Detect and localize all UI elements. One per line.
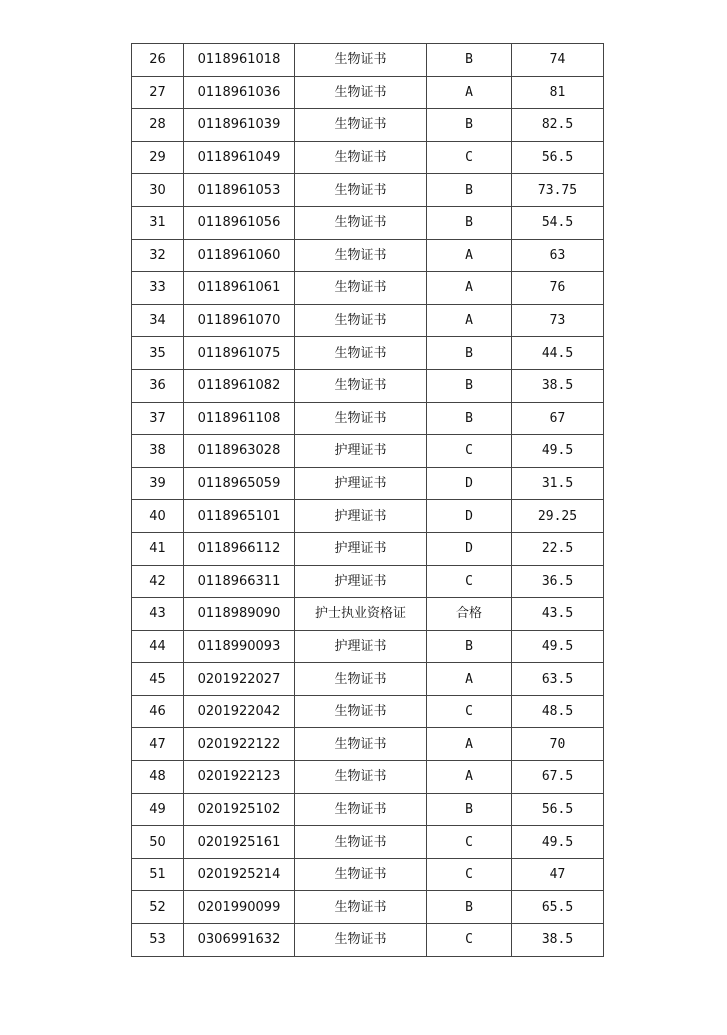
- certificate-cell: 生物证书: [295, 858, 427, 891]
- candidate-id-cell: 0118961049: [184, 141, 295, 174]
- row-number-cell: 53: [132, 924, 184, 957]
- table-row: [132, 532, 604, 565]
- grade-cell: A: [427, 663, 512, 696]
- grade-cell: B: [427, 44, 512, 77]
- certificate-cell: 生物证书: [295, 206, 427, 239]
- grade-cell: D: [427, 532, 512, 565]
- table-row: [132, 695, 604, 728]
- score-table: [131, 43, 604, 957]
- certificate-cell: 护理证书: [295, 565, 427, 598]
- score-cell: 74: [512, 44, 604, 77]
- score-cell: 47: [512, 858, 604, 891]
- grade-cell: D: [427, 467, 512, 500]
- certificate-cell: 护理证书: [295, 467, 427, 500]
- certificate-cell: 生物证书: [295, 728, 427, 761]
- table-row: [132, 304, 604, 337]
- candidate-id-cell: 0201922123: [184, 761, 295, 794]
- certificate-cell: 护理证书: [295, 435, 427, 468]
- certificate-cell: 护士执业资格证: [295, 598, 427, 631]
- certificate-cell: 生物证书: [295, 44, 427, 77]
- candidate-id-cell: 0306991632: [184, 924, 295, 957]
- grade-cell: B: [427, 369, 512, 402]
- candidate-id-cell: 0118965101: [184, 500, 295, 533]
- score-cell: 54.5: [512, 206, 604, 239]
- row-number-cell: 39: [132, 467, 184, 500]
- grade-cell: B: [427, 109, 512, 142]
- candidate-id-cell: 0118961061: [184, 272, 295, 305]
- grade-cell: C: [427, 695, 512, 728]
- grade-cell: D: [427, 500, 512, 533]
- table-row: [132, 761, 604, 794]
- candidate-id-cell: 0118961075: [184, 337, 295, 370]
- score-cell: 38.5: [512, 369, 604, 402]
- table-row: [132, 663, 604, 696]
- score-cell: 76: [512, 272, 604, 305]
- candidate-id-cell: 0118989090: [184, 598, 295, 631]
- row-number-cell: 32: [132, 239, 184, 272]
- grade-cell: C: [427, 141, 512, 174]
- row-number-cell: 51: [132, 858, 184, 891]
- grade-cell: B: [427, 174, 512, 207]
- table-body: [132, 44, 604, 957]
- table-row: [132, 44, 604, 77]
- grade-cell: 合格: [427, 598, 512, 631]
- score-cell: 36.5: [512, 565, 604, 598]
- table-row: [132, 435, 604, 468]
- certificate-cell: 生物证书: [295, 272, 427, 305]
- certificate-cell: 生物证书: [295, 141, 427, 174]
- candidate-id-cell: 0118961053: [184, 174, 295, 207]
- candidate-id-cell: 0118961018: [184, 44, 295, 77]
- grade-cell: C: [427, 924, 512, 957]
- table-row: [132, 402, 604, 435]
- table-row: [132, 141, 604, 174]
- certificate-cell: 生物证书: [295, 239, 427, 272]
- row-number-cell: 40: [132, 500, 184, 533]
- certificate-cell: 生物证书: [295, 663, 427, 696]
- table-row: [132, 369, 604, 402]
- grade-cell: A: [427, 272, 512, 305]
- candidate-id-cell: 0118961108: [184, 402, 295, 435]
- candidate-id-cell: 0118965059: [184, 467, 295, 500]
- certificate-cell: 生物证书: [295, 402, 427, 435]
- table-row: [132, 826, 604, 859]
- table-row: [132, 337, 604, 370]
- certificate-cell: 生物证书: [295, 76, 427, 109]
- grade-cell: A: [427, 304, 512, 337]
- certificate-cell: 生物证书: [295, 761, 427, 794]
- score-cell: 82.5: [512, 109, 604, 142]
- candidate-id-cell: 0118963028: [184, 435, 295, 468]
- candidate-id-cell: 0201922027: [184, 663, 295, 696]
- grade-cell: B: [427, 206, 512, 239]
- score-cell: 65.5: [512, 891, 604, 924]
- row-number-cell: 46: [132, 695, 184, 728]
- certificate-cell: 生物证书: [295, 369, 427, 402]
- row-number-cell: 29: [132, 141, 184, 174]
- row-number-cell: 43: [132, 598, 184, 631]
- candidate-id-cell: 0201925161: [184, 826, 295, 859]
- candidate-id-cell: 0118966311: [184, 565, 295, 598]
- grade-cell: B: [427, 337, 512, 370]
- certificate-cell: 生物证书: [295, 337, 427, 370]
- grade-cell: C: [427, 826, 512, 859]
- candidate-id-cell: 0118990093: [184, 630, 295, 663]
- row-number-cell: 48: [132, 761, 184, 794]
- candidate-id-cell: 0201922122: [184, 728, 295, 761]
- row-number-cell: 35: [132, 337, 184, 370]
- candidate-id-cell: 0201925214: [184, 858, 295, 891]
- row-number-cell: 27: [132, 76, 184, 109]
- grade-cell: A: [427, 76, 512, 109]
- grade-cell: B: [427, 891, 512, 924]
- table-row: [132, 793, 604, 826]
- row-number-cell: 45: [132, 663, 184, 696]
- score-cell: 63: [512, 239, 604, 272]
- score-cell: 56.5: [512, 141, 604, 174]
- table-row: [132, 467, 604, 500]
- candidate-id-cell: 0201990099: [184, 891, 295, 924]
- row-number-cell: 41: [132, 532, 184, 565]
- row-number-cell: 50: [132, 826, 184, 859]
- row-number-cell: 52: [132, 891, 184, 924]
- score-cell: 63.5: [512, 663, 604, 696]
- table-row: [132, 174, 604, 207]
- grade-cell: C: [427, 565, 512, 598]
- score-cell: 49.5: [512, 826, 604, 859]
- score-cell: 49.5: [512, 435, 604, 468]
- row-number-cell: 34: [132, 304, 184, 337]
- candidate-id-cell: 0118961039: [184, 109, 295, 142]
- row-number-cell: 44: [132, 630, 184, 663]
- table-row: [132, 891, 604, 924]
- certificate-cell: 生物证书: [295, 891, 427, 924]
- candidate-id-cell: 0118961056: [184, 206, 295, 239]
- score-cell: 43.5: [512, 598, 604, 631]
- table-row: [132, 109, 604, 142]
- candidate-id-cell: 0118961082: [184, 369, 295, 402]
- certificate-cell: 护理证书: [295, 532, 427, 565]
- score-cell: 67: [512, 402, 604, 435]
- certificate-cell: 护理证书: [295, 500, 427, 533]
- grade-cell: B: [427, 630, 512, 663]
- table-row: [132, 924, 604, 957]
- grade-cell: A: [427, 239, 512, 272]
- table-row: [132, 598, 604, 631]
- grade-cell: C: [427, 858, 512, 891]
- table-row: [132, 630, 604, 663]
- score-cell: 31.5: [512, 467, 604, 500]
- row-number-cell: 28: [132, 109, 184, 142]
- score-cell: 70: [512, 728, 604, 761]
- row-number-cell: 38: [132, 435, 184, 468]
- candidate-id-cell: 0201925102: [184, 793, 295, 826]
- candidate-id-cell: 0118961036: [184, 76, 295, 109]
- table-row: [132, 206, 604, 239]
- certificate-cell: 生物证书: [295, 109, 427, 142]
- certificate-cell: 生物证书: [295, 695, 427, 728]
- score-cell: 48.5: [512, 695, 604, 728]
- candidate-id-cell: 0118966112: [184, 532, 295, 565]
- certificate-cell: 生物证书: [295, 826, 427, 859]
- score-cell: 73: [512, 304, 604, 337]
- grade-cell: A: [427, 728, 512, 761]
- candidate-id-cell: 0118961060: [184, 239, 295, 272]
- row-number-cell: 49: [132, 793, 184, 826]
- row-number-cell: 47: [132, 728, 184, 761]
- grade-cell: C: [427, 435, 512, 468]
- score-cell: 73.75: [512, 174, 604, 207]
- score-cell: 56.5: [512, 793, 604, 826]
- table-row: [132, 728, 604, 761]
- certificate-cell: 生物证书: [295, 304, 427, 337]
- score-cell: 29.25: [512, 500, 604, 533]
- certificate-cell: 生物证书: [295, 793, 427, 826]
- score-cell: 38.5: [512, 924, 604, 957]
- table-row: [132, 239, 604, 272]
- score-cell: 22.5: [512, 532, 604, 565]
- score-cell: 67.5: [512, 761, 604, 794]
- row-number-cell: 30: [132, 174, 184, 207]
- table-row: [132, 565, 604, 598]
- table-row: [132, 858, 604, 891]
- certificate-cell: 生物证书: [295, 174, 427, 207]
- row-number-cell: 42: [132, 565, 184, 598]
- row-number-cell: 31: [132, 206, 184, 239]
- table-row: [132, 500, 604, 533]
- table-row: [132, 76, 604, 109]
- candidate-id-cell: 0201922042: [184, 695, 295, 728]
- candidate-id-cell: 0118961070: [184, 304, 295, 337]
- certificate-cell: 护理证书: [295, 630, 427, 663]
- table-row: [132, 272, 604, 305]
- score-cell: 81: [512, 76, 604, 109]
- certificate-cell: 生物证书: [295, 924, 427, 957]
- row-number-cell: 26: [132, 44, 184, 77]
- row-number-cell: 33: [132, 272, 184, 305]
- grade-cell: B: [427, 793, 512, 826]
- row-number-cell: 37: [132, 402, 184, 435]
- score-cell: 49.5: [512, 630, 604, 663]
- row-number-cell: 36: [132, 369, 184, 402]
- score-cell: 44.5: [512, 337, 604, 370]
- grade-cell: A: [427, 761, 512, 794]
- grade-cell: B: [427, 402, 512, 435]
